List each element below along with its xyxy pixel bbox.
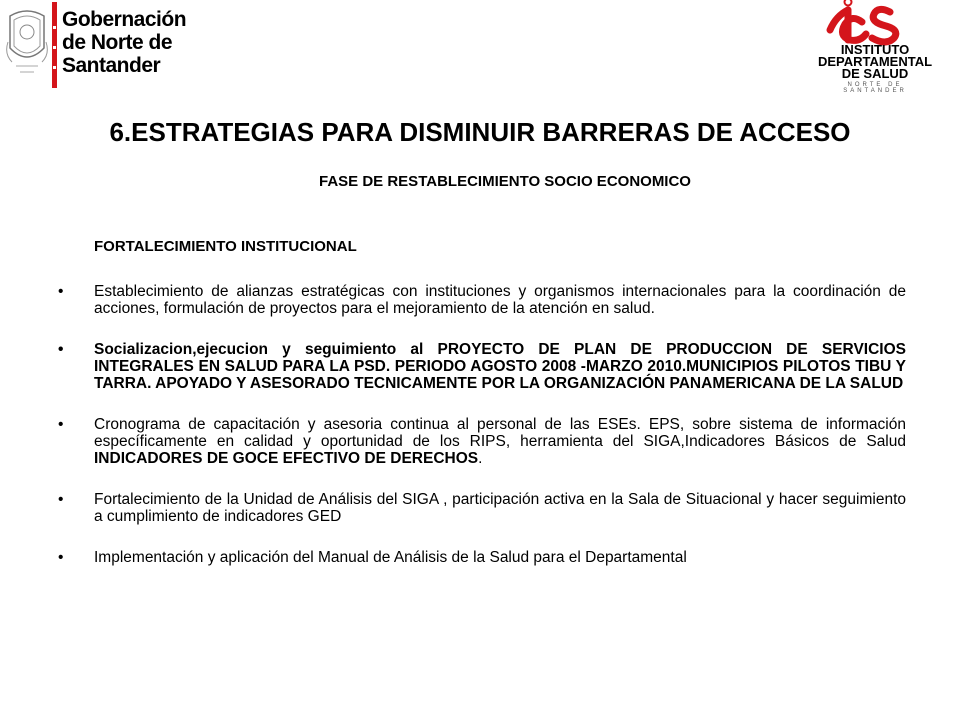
bullet-icon: • [58,491,64,508]
bullet-text: Implementación y aplicación del Manual de Análisis de la Salud para el Departamental [94,549,687,566]
coat-of-arms-icon [4,2,50,84]
list-item [58,283,906,317]
list-item [58,341,906,392]
bullet-icon: • [58,549,64,566]
list-item [58,416,906,467]
bullet-end: . [478,450,483,467]
ids-subtitle: NORTE DE SANTANDER [843,82,907,94]
gobernacion-wordmark: Gobernación de Norte de Santander [62,8,187,77]
gobernacion-logo [0,0,190,95]
bullet-icon: • [58,341,64,358]
phase-subtitle: FASE DE RESTABLECIMIENTO SOCIO ECONOMICO [319,173,691,190]
bullet-text: Establecimiento de alianzas estratégicas con instituciones y organismos internacionales para la coordinación de acciones, formulación de proyectos para el mejoramiento de la atención en salud. [94,283,906,317]
list-item [58,491,906,525]
bullet-icon: • [58,283,64,300]
bullet-text: Cronograma de capacitación y asesoria continua al personal de las ESEs. EPS, sobre sistema de información específicamente en calidad y oportunidad de los RIPS, herramienta del SIGA,Indicadores Básicos de Salud [94,416,906,450]
bullet-bold-text: INDICADORES DE GOCE EFECTIVO DE DERECHOS [94,450,479,467]
strategy-list [58,283,906,590]
section-heading: FORTALECIMIENTO INSTITUCIONAL [94,238,357,255]
list-item [58,549,906,566]
bullet-text: Fortalecimiento de la Unidad de Análisis del SIGA , participación activa en la Sala de Situacional y hacer seguimiento a cumplimiento de indicadores GED [94,491,906,525]
bullet-text: Socializacion,ejecucion y seguimiento al PROYECTO DE PLAN DE PRODUCCION DE SERVICIOS INTEGRALES EN SALUD PARA LA PSD. PERIODO AGOSTO 2008 -MARZO 2010.MUNICIPIOS PILOTOS TIBU Y TARRA. APOYADO Y ASESORADO TECNICAMENTE POR LA ORGANIZACIÓN PANAMERICANA DE LA SALUD [94,341,906,392]
bullet-icon: • [58,416,64,433]
brand-red-bar [52,2,57,88]
slide-title: 6.ESTRATEGIAS PARA DISMINUIR BARRERAS DE ACCESO [109,117,851,147]
ids-wordmark: INSTITUTO DEPARTAMENTAL DE SALUD [817,42,933,81]
